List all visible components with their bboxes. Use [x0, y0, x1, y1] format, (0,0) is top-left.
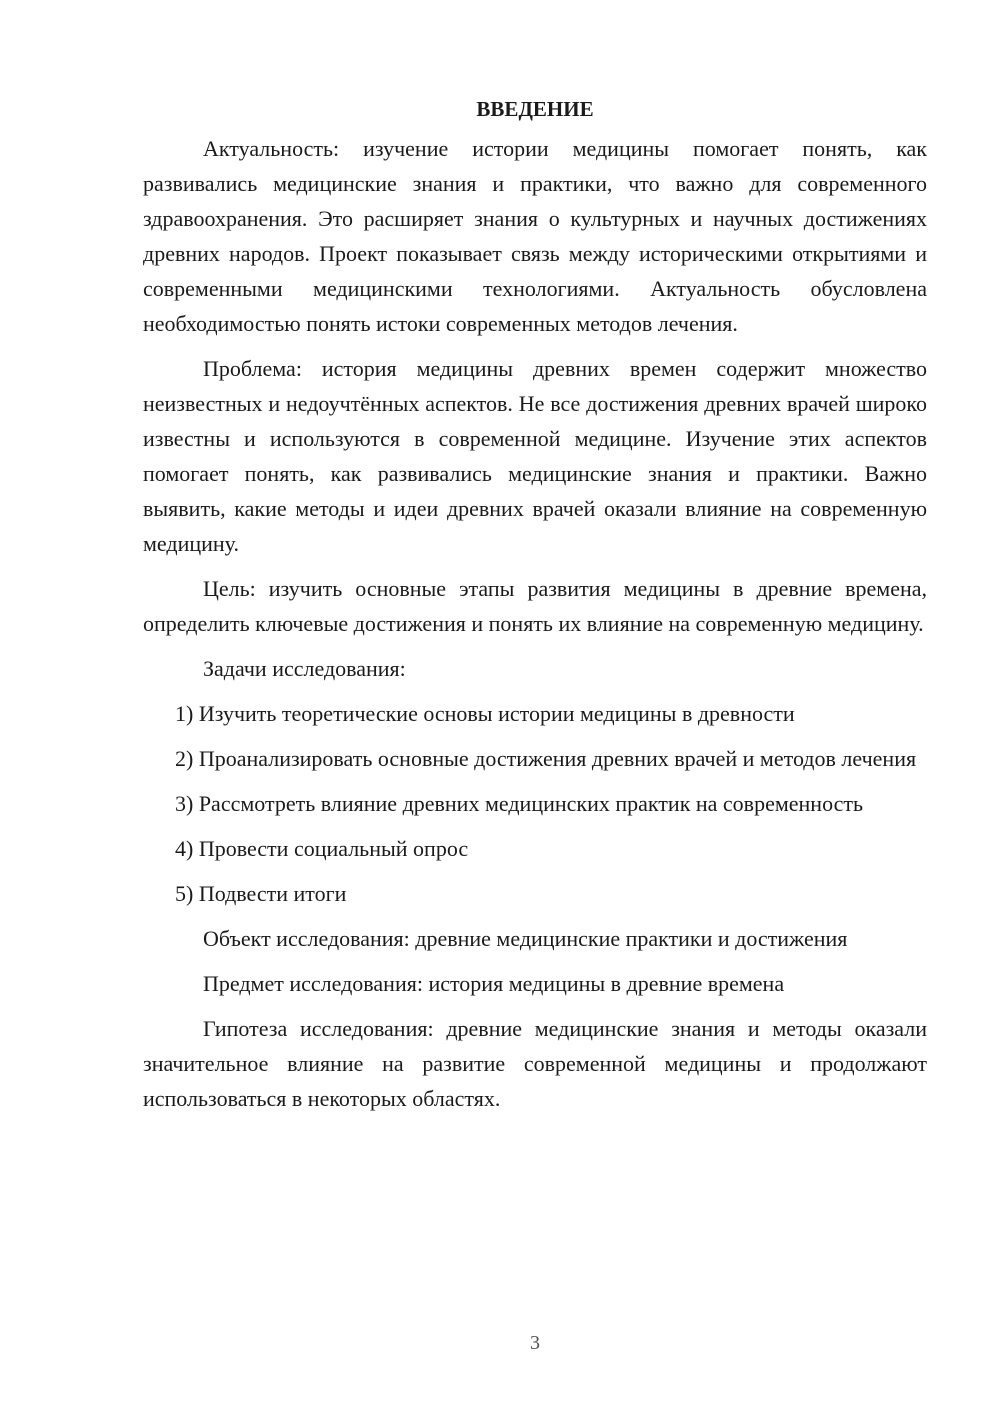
object-paragraph: Объект исследования: древние медицинские практики и достижения	[203, 926, 848, 951]
relevance-paragraph: Актуальность: изучение истории медицины помогает понять, как развивались медицинские знания и практики, что важно для современного здравоохранения. Это расширяет знания о культурных и научных достижениях древних народов. Проект показывает связь между историческими открытиями и современными медицинскими технологиями. Актуальность обусловлена необходимостью понять истоки современных методов лечения.	[143, 136, 927, 336]
problem-paragraph: Проблема: история медицины древних времен содержит множество неизвестных и недоучтённых аспектов. Не все достижения древних врачей широко известны и используются в современной медицине. Изучение этих аспектов помогает понять, как развивались медицинские знания и практики. Важно выявить, какие методы и идеи древних врачей оказали влияние на современную медицину.	[143, 356, 927, 556]
page-content	[143, 92, 927, 1126]
task-item-5: 5) Подвести итоги	[175, 881, 347, 906]
task-item-1: 1) Изучить теоретические основы истории медицины в древности	[175, 701, 795, 726]
tasks-heading: Задачи исследования:	[203, 656, 406, 681]
goal-paragraph: Цель: изучить основные этапы развития медицины в древние времена, определить ключевые достижения и понять их влияние на современную медицину.	[143, 576, 927, 636]
page-title: ВВЕДЕНИЕ	[476, 97, 594, 121]
hypothesis-paragraph: Гипотеза исследования: древние медицинские знания и методы оказали значительное влияние на развитие современной медицины и продолжают использоваться в некоторых областях.	[143, 1016, 927, 1111]
task-item-4: 4) Провести социальный опрос	[175, 836, 469, 861]
subject-paragraph: Предмет исследования: история медицины в древние времена	[203, 971, 785, 996]
page-number: 3	[530, 1332, 540, 1354]
task-item-3: 3) Рассмотреть влияние древних медицинских практик на современность	[175, 791, 864, 816]
task-item-2: 2) Проанализировать основные достижения древних врачей и методов лечения	[175, 746, 917, 771]
